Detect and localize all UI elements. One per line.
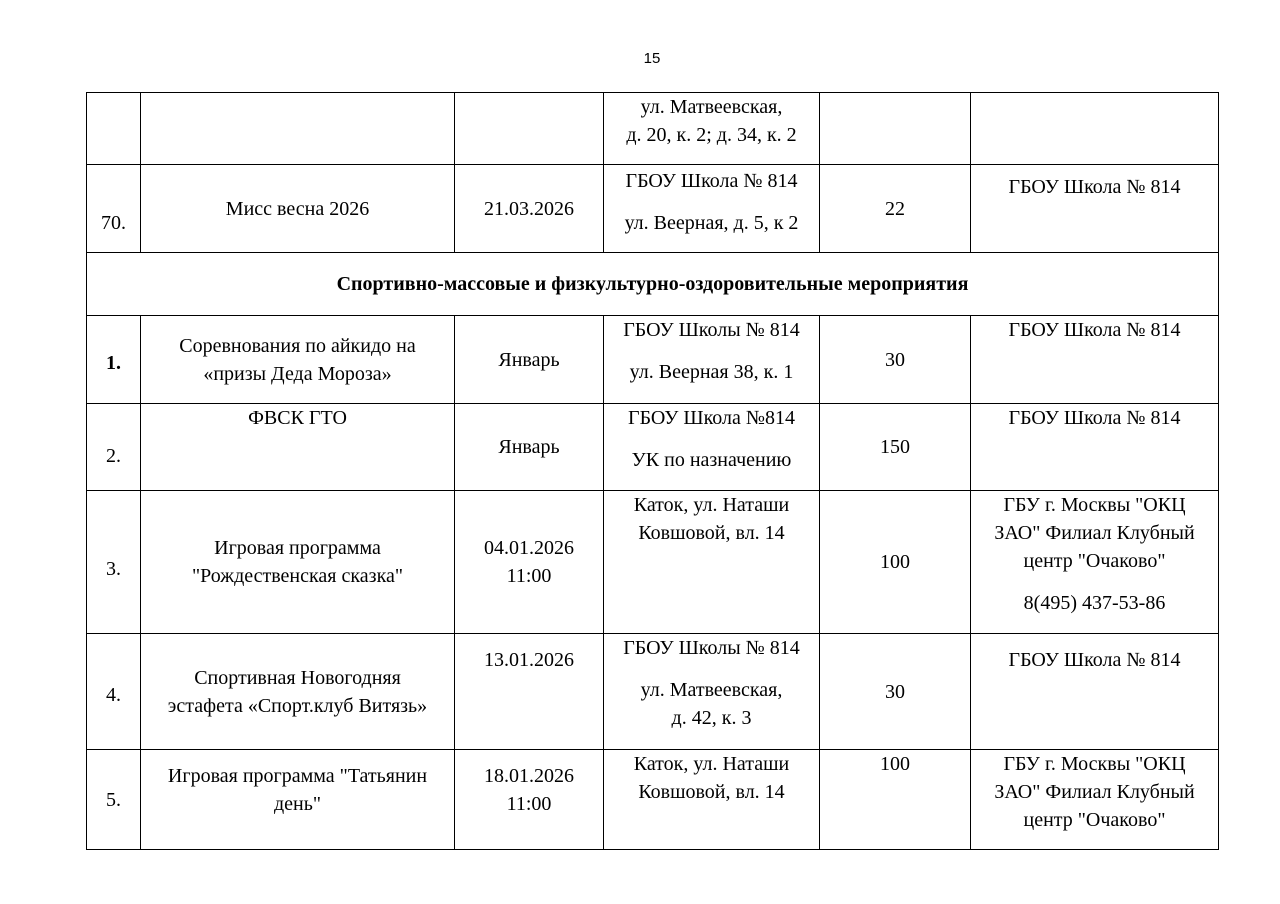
participants-cell: 150 (820, 404, 971, 491)
place-line: Каток, ул. Наташи (633, 753, 790, 775)
responsible-line: ГБОУ Школа № 814 (1008, 319, 1181, 341)
name-line: Соревнования по айкидо на (179, 334, 416, 357)
name-line: день" (273, 793, 322, 815)
event-name-cell (141, 491, 455, 634)
event-place-cell (604, 491, 820, 634)
phone-number: 8(495) 437-53-86 (1023, 592, 1166, 614)
place-line: УК по назначению (631, 449, 792, 471)
participants-cell: 100 (820, 750, 971, 850)
responsible-cell (971, 316, 1219, 404)
row-number-cell: 1. (87, 316, 141, 404)
table-row (87, 93, 1219, 165)
responsible-cell: ГБОУ Школа № 814 (971, 165, 1219, 253)
place-line: ГБОУ Школы № 814 (623, 319, 800, 341)
place-line: Каток, ул. Наташи (633, 494, 790, 516)
table-row (87, 750, 1219, 850)
participants-cell: 22 (820, 165, 971, 253)
event-name-cell (141, 93, 455, 165)
event-place-cell (604, 316, 820, 404)
event-place-cell (604, 634, 820, 750)
date-line: 11:00 (506, 565, 552, 587)
table-row (87, 404, 1219, 491)
event-place-cell (604, 165, 820, 253)
responsible-cell (971, 404, 1219, 491)
place-line: ГБОУ Школа №814 (628, 407, 795, 429)
table-row (87, 165, 1219, 253)
date-line: Январь (498, 436, 560, 458)
date-line: 04.01.2026 (484, 537, 574, 559)
event-date-cell (455, 491, 604, 634)
name-line: Спортивная Новогодняя (194, 666, 401, 689)
event-date-cell (455, 634, 604, 750)
events-table (86, 92, 1219, 850)
responsible-line: ЗАО" Филиал Клубный (994, 781, 1195, 803)
row-number-cell: 4. (87, 634, 141, 750)
table-row (87, 634, 1219, 750)
place-line: ул. Веерная 38, к. 1 (629, 361, 794, 383)
place-line: ул. Матвеевская, (640, 96, 783, 118)
responsible-cell (971, 634, 1219, 750)
event-date-cell: 21.03.2026 (455, 165, 604, 253)
table-row (87, 491, 1219, 634)
responsible-line: ЗАО" Филиал Клубный (994, 522, 1195, 544)
responsible-line: центр "Очаково" (1023, 809, 1166, 831)
name-line: эстафета «Спорт.клуб Витязь» (167, 694, 428, 717)
place-line: ул. Веерная, д. 5, к 2 (624, 212, 799, 234)
page-number: 15 (643, 50, 661, 67)
table-row (87, 316, 1219, 404)
place-line: ГБОУ Школы № 814 (623, 637, 800, 659)
place-line: д. 20, к. 2; д. 34, к. 2 (626, 124, 797, 146)
date-line: 11:00 (506, 793, 552, 815)
name-line: «призы Деда Мороза» (203, 362, 392, 385)
event-date-cell (455, 404, 604, 491)
place-line: д. 42, к. 3 (671, 707, 752, 729)
name-line: ФВСК ГТО (248, 407, 347, 429)
name-line: Игровая программа "Татьянин (167, 765, 428, 787)
event-name-cell (141, 316, 455, 404)
row-number-cell: 2. (87, 404, 141, 491)
date-line: Январь (498, 348, 560, 371)
name-line: Игровая программа (214, 537, 381, 559)
name-line: "Рождественская сказка" (191, 565, 404, 587)
responsible-cell (971, 491, 1219, 634)
participants-cell: 30 (820, 634, 971, 750)
responsible-line: ГБУ г. Москвы "ОКЦ (1003, 494, 1186, 516)
row-number-cell: 3. (87, 491, 141, 634)
place-line: Ковшовой, вл. 14 (638, 522, 785, 544)
place-line: ул. Матвеевская, (640, 679, 783, 701)
date-line: 13.01.2026 (484, 649, 574, 671)
participants-cell: 30 (820, 316, 971, 404)
event-date-cell (455, 750, 604, 850)
section-title: Спортивно-массовые и физкультурно-оздоровительные мероприятия (87, 253, 1219, 316)
event-name-cell (141, 634, 455, 750)
date-line: 18.01.2026 (484, 765, 574, 787)
row-number-cell: 70. (87, 165, 141, 253)
event-place-cell (604, 750, 820, 850)
responsible-line: ГБОУ Школа № 814 (1008, 407, 1181, 429)
row-number-cell (87, 93, 141, 165)
event-date-cell (455, 316, 604, 404)
event-name-cell (141, 750, 455, 850)
section-header-row (87, 253, 1219, 316)
responsible-cell (971, 750, 1219, 850)
place-line: Ковшовой, вл. 14 (638, 781, 785, 803)
event-name-cell: Мисс весна 2026 (141, 165, 455, 253)
responsible-cell (971, 93, 1219, 165)
responsible-line: центр "Очаково" (1023, 550, 1166, 572)
event-name-cell (141, 404, 455, 491)
responsible-line: ГБУ г. Москвы "ОКЦ (1003, 753, 1186, 775)
place-line: ГБОУ Школа № 814 (625, 170, 798, 192)
event-place-cell (604, 93, 820, 165)
participants-cell: 100 (820, 491, 971, 634)
event-place-cell (604, 404, 820, 491)
row-number-cell: 5. (87, 750, 141, 850)
responsible-line: ГБОУ Школа № 814 (1008, 649, 1181, 671)
participants-cell (820, 93, 971, 165)
event-date-cell (455, 93, 604, 165)
